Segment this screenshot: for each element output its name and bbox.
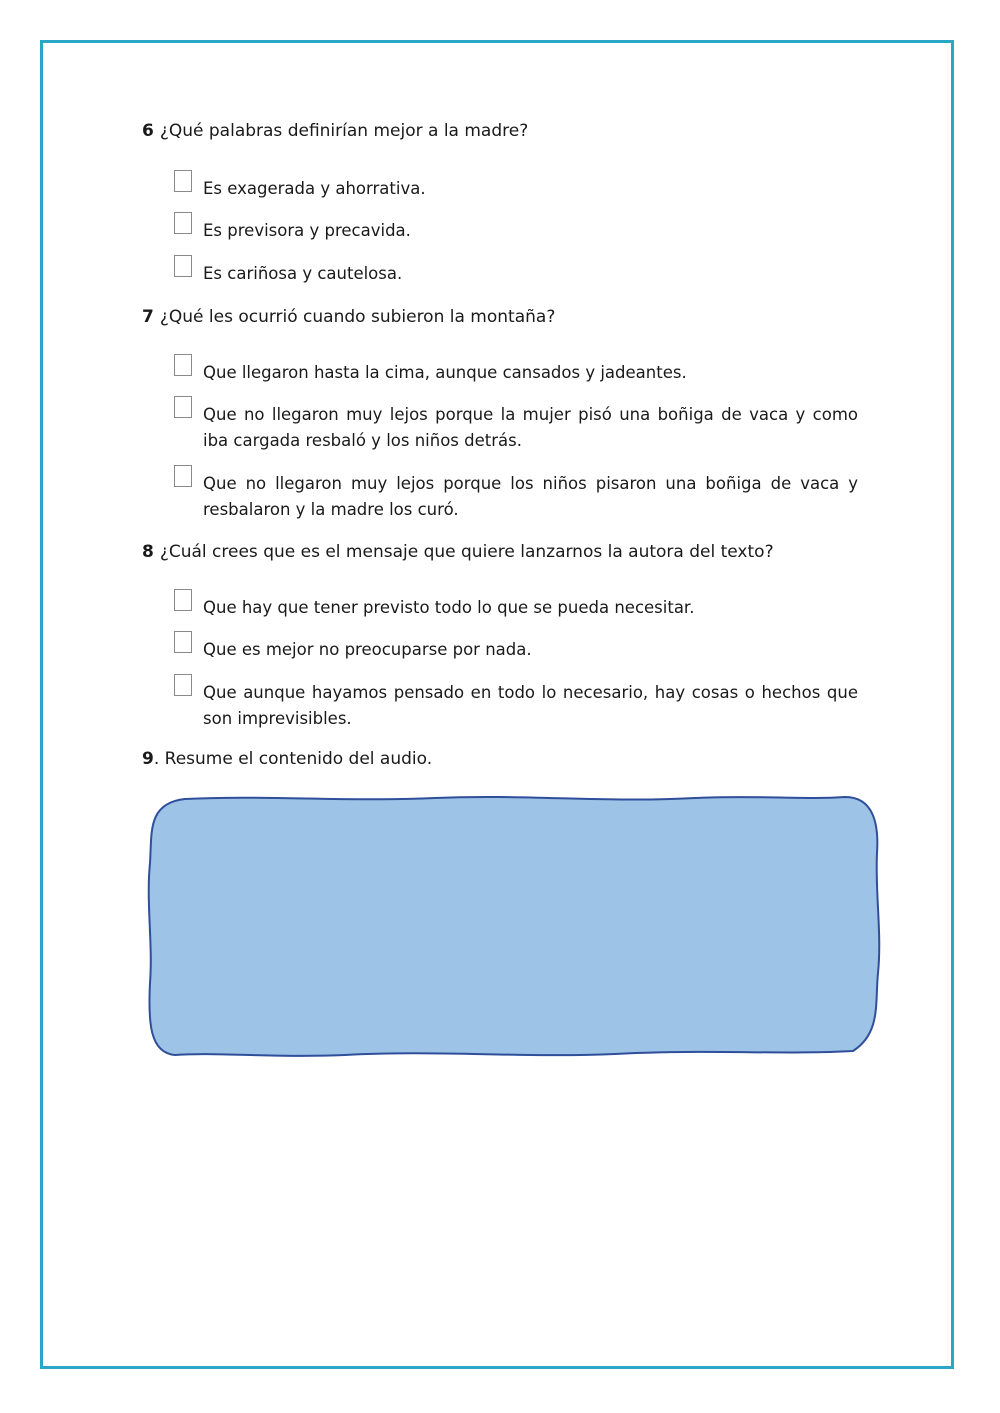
question-text: . Resume el contenido del audio. [153, 749, 433, 769]
checkbox[interactable] [174, 674, 192, 696]
option-text: Que no llegaron muy lejos porque los niños pisaron una boñiga de vaca y resbalaron y la madre los curó. [203, 474, 858, 519]
question-8 [142, 540, 774, 564]
option-8-a[interactable] [174, 595, 858, 621]
option-7-b[interactable] [174, 402, 858, 454]
checkbox[interactable] [174, 631, 192, 653]
checkbox[interactable] [174, 212, 192, 234]
question-number: 9 [142, 749, 154, 769]
question-6 [142, 119, 528, 143]
checkbox[interactable] [174, 354, 192, 376]
option-text: Que no llegaron muy lejos porque la mujer pisó una boñiga de vaca y como iba cargada resbaló y los niños detrás. [203, 405, 858, 450]
option-6-a[interactable] [174, 176, 858, 202]
option-6-b[interactable] [174, 218, 858, 244]
question-text: ¿Qué palabras definirían mejor a la madre? [159, 121, 529, 141]
question-number: 7 [142, 307, 154, 327]
checkbox[interactable] [174, 170, 192, 192]
checkbox[interactable] [174, 589, 192, 611]
option-6-c[interactable] [174, 261, 858, 287]
checkbox[interactable] [174, 255, 192, 277]
question-number: 6 [142, 121, 154, 141]
option-text: Es cariñosa y cautelosa. [203, 264, 403, 283]
option-7-c[interactable] [174, 471, 858, 523]
answer-input[interactable] [169, 815, 861, 1039]
option-8-b[interactable] [174, 637, 858, 663]
answer-box[interactable] [145, 793, 882, 1059]
option-7-a[interactable] [174, 360, 858, 386]
option-text: Que es mejor no preocuparse por nada. [203, 640, 532, 659]
option-text: Que hay que tener previsto todo lo que se pueda necesitar. [203, 598, 695, 617]
option-text: Es exagerada y ahorrativa. [203, 179, 426, 198]
option-text: Es previsora y precavida. [203, 221, 411, 240]
checkbox[interactable] [174, 396, 192, 418]
question-7 [142, 305, 555, 329]
option-text: Que llegaron hasta la cima, aunque cansados y jadeantes. [203, 363, 687, 382]
question-text: ¿Cuál crees que es el mensaje que quiere lanzarnos la autora del texto? [159, 542, 774, 562]
question-number: 8 [142, 542, 154, 562]
option-text: Que aunque hayamos pensado en todo lo necesario, hay cosas o hechos que son imprevisibles. [203, 683, 858, 728]
option-8-c[interactable] [174, 680, 858, 732]
question-text: ¿Qué les ocurrió cuando subieron la montaña? [159, 307, 556, 327]
question-9 [142, 747, 432, 771]
checkbox[interactable] [174, 465, 192, 487]
